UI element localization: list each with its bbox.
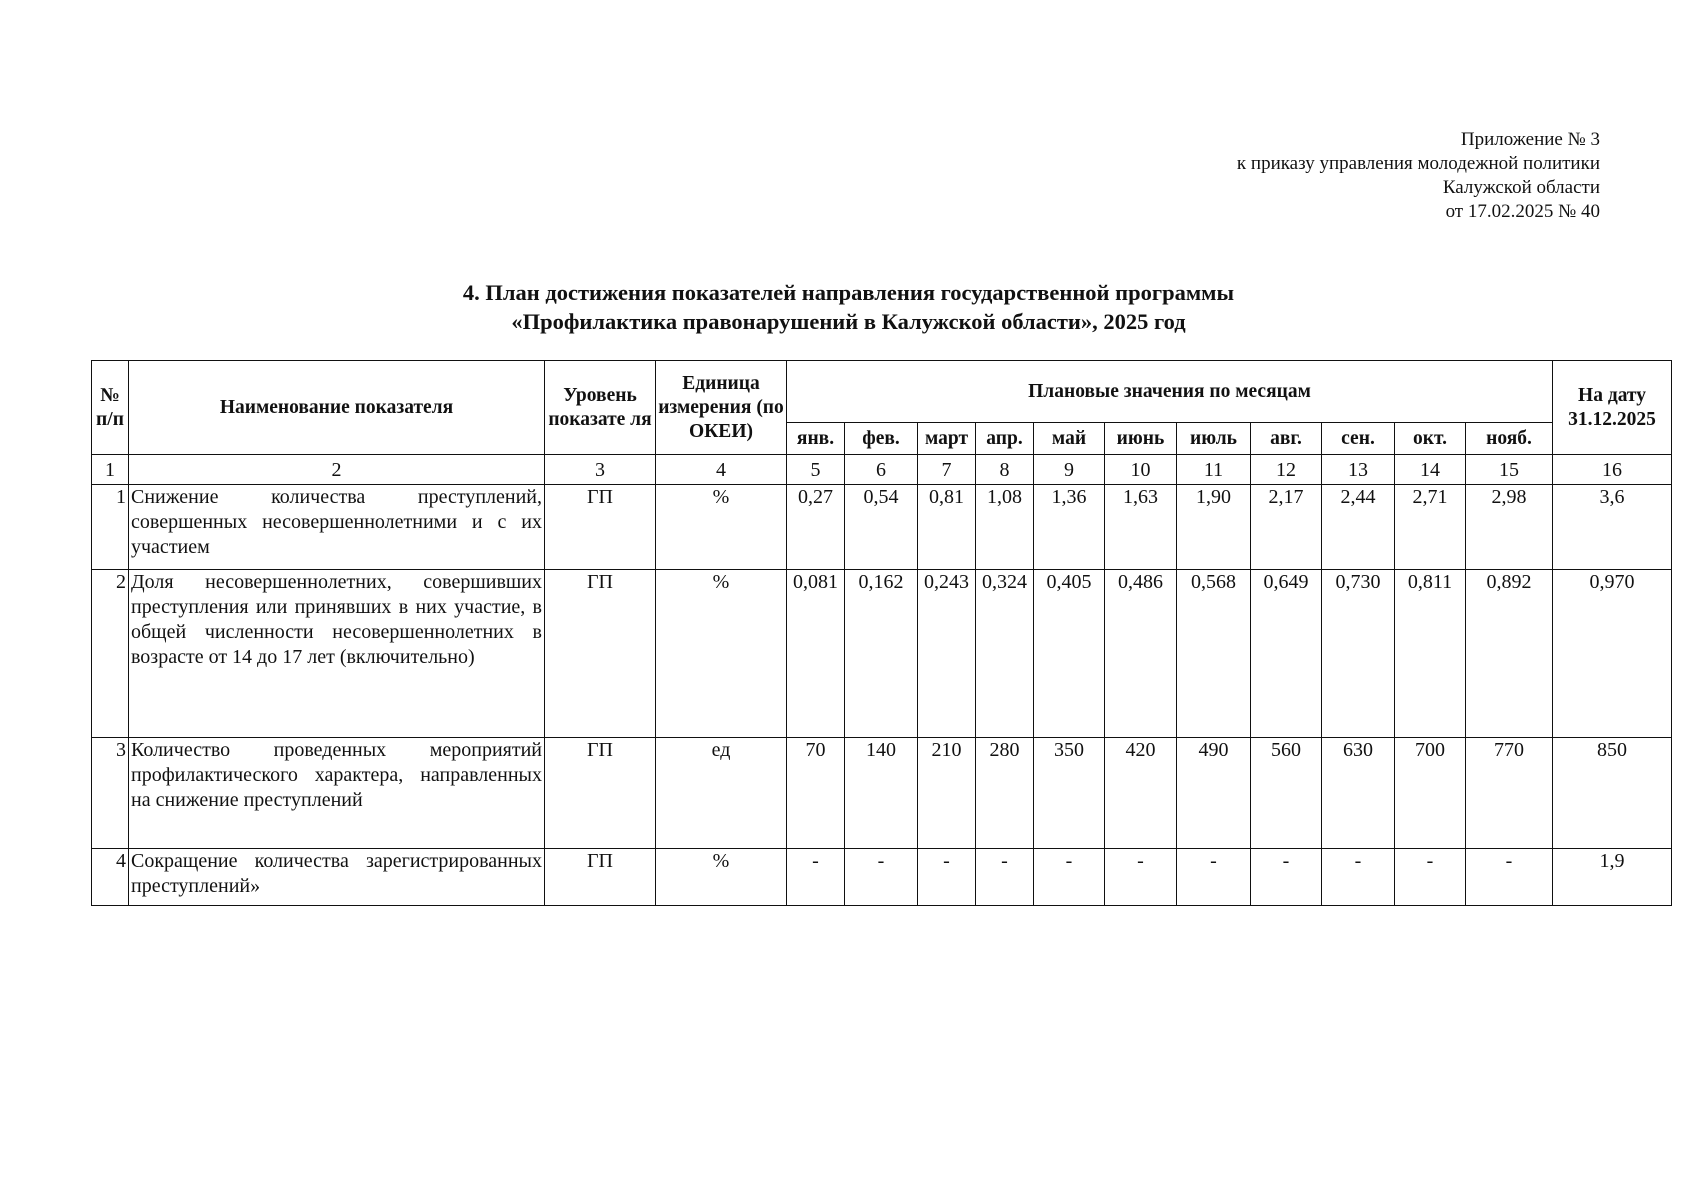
month-header: окт. xyxy=(1395,423,1466,455)
month-value: 0,162 xyxy=(845,570,918,738)
month-value: 0,27 xyxy=(787,485,845,570)
month-value: 490 xyxy=(1177,738,1251,849)
column-number: 3 xyxy=(545,455,656,485)
month-value: - xyxy=(1322,849,1395,906)
column-number: 1 xyxy=(92,455,129,485)
table-row xyxy=(92,849,1672,906)
indicator-name: Сокращение количества зарегистрированных преступлений» xyxy=(129,849,545,906)
table-row xyxy=(92,570,1672,738)
column-number: 8 xyxy=(976,455,1034,485)
header-name: Наименование показателя xyxy=(129,361,545,455)
month-header: янв. xyxy=(787,423,845,455)
column-number: 10 xyxy=(1105,455,1177,485)
indicator-plan-table xyxy=(91,360,1672,906)
row-num: 4 xyxy=(92,849,129,906)
month-value: 0,81 xyxy=(918,485,976,570)
month-value: 1,36 xyxy=(1034,485,1105,570)
document-title xyxy=(0,278,1697,336)
month-header: нояб. xyxy=(1466,423,1553,455)
month-value: 0,568 xyxy=(1177,570,1251,738)
month-value: 2,17 xyxy=(1251,485,1322,570)
appendix-line: Калужской области xyxy=(1442,177,1600,198)
month-value: 420 xyxy=(1105,738,1177,849)
month-value: 0,486 xyxy=(1105,570,1177,738)
month-value: 2,44 xyxy=(1322,485,1395,570)
month-value: - xyxy=(1034,849,1105,906)
month-value: 140 xyxy=(845,738,918,849)
column-number: 15 xyxy=(1466,455,1553,485)
month-value: - xyxy=(1105,849,1177,906)
month-header: авг. xyxy=(1251,423,1322,455)
month-value: 700 xyxy=(1395,738,1466,849)
month-value: 0,081 xyxy=(787,570,845,738)
column-number: 16 xyxy=(1553,455,1672,485)
month-value: 0,649 xyxy=(1251,570,1322,738)
header-unit: Единица измерения (по ОКЕИ) xyxy=(656,361,787,455)
month-value: 0,405 xyxy=(1034,570,1105,738)
indicator-name: Доля несовершеннолетних, совершивших преступления или принявших в них участие, в общей численности несовершеннолетних в возрасте от 14 до 17 лет (включительно) xyxy=(129,570,545,738)
title-line: 4. План достижения показателей направления государственной программы xyxy=(462,280,1235,305)
row-num: 3 xyxy=(92,738,129,849)
month-value: 0,324 xyxy=(976,570,1034,738)
month-value: - xyxy=(787,849,845,906)
indicator-name: Снижение количества преступлений, совершенных несовершеннолетними и с их участием xyxy=(129,485,545,570)
month-header: фев. xyxy=(845,423,918,455)
table-row xyxy=(92,485,1672,570)
header-plan: Плановые значения по месяцам xyxy=(787,361,1553,423)
indicator-unit: % xyxy=(656,570,787,738)
column-number: 5 xyxy=(787,455,845,485)
month-value: - xyxy=(1177,849,1251,906)
title-line: «Профилактика правонарушений в Калужской области», 2025 год xyxy=(511,309,1186,334)
final-value: 0,970 xyxy=(1553,570,1672,738)
indicator-unit: % xyxy=(656,485,787,570)
column-number: 2 xyxy=(129,455,545,485)
column-number: 14 xyxy=(1395,455,1466,485)
final-value: 850 xyxy=(1553,738,1672,849)
month-header: май xyxy=(1034,423,1105,455)
appendix-line: к приказу управления молодежной политики xyxy=(1236,153,1600,174)
appendix-header xyxy=(1237,128,1600,224)
header-final: На дату 31.12.2025 xyxy=(1553,361,1672,455)
indicator-unit: ед xyxy=(656,738,787,849)
month-value: - xyxy=(1395,849,1466,906)
month-value: 2,71 xyxy=(1395,485,1466,570)
month-header: сен. xyxy=(1322,423,1395,455)
column-number: 6 xyxy=(845,455,918,485)
month-value: 0,811 xyxy=(1395,570,1466,738)
indicator-level: ГП xyxy=(545,849,656,906)
month-value: 0,892 xyxy=(1466,570,1553,738)
month-value: - xyxy=(845,849,918,906)
header-level: Уровень показате ля xyxy=(545,361,656,455)
month-value: - xyxy=(976,849,1034,906)
month-value: 1,90 xyxy=(1177,485,1251,570)
month-header: июнь xyxy=(1105,423,1177,455)
row-num: 1 xyxy=(92,485,129,570)
final-value: 3,6 xyxy=(1553,485,1672,570)
month-header: апр. xyxy=(976,423,1034,455)
final-value: 1,9 xyxy=(1553,849,1672,906)
indicator-level: ГП xyxy=(545,485,656,570)
month-value: - xyxy=(1251,849,1322,906)
month-value: 0,54 xyxy=(845,485,918,570)
appendix-line: Приложение № 3 xyxy=(1460,129,1600,150)
column-number: 12 xyxy=(1251,455,1322,485)
column-number: 4 xyxy=(656,455,787,485)
month-value: 770 xyxy=(1466,738,1553,849)
table-row xyxy=(92,738,1672,849)
month-value: 70 xyxy=(787,738,845,849)
month-value: 0,243 xyxy=(918,570,976,738)
month-value: 560 xyxy=(1251,738,1322,849)
month-header: июль xyxy=(1177,423,1251,455)
month-value: 1,08 xyxy=(976,485,1034,570)
indicator-level: ГП xyxy=(545,570,656,738)
month-value: 210 xyxy=(918,738,976,849)
month-value: 2,98 xyxy=(1466,485,1553,570)
header-num: № п/п xyxy=(92,361,129,455)
month-value: 350 xyxy=(1034,738,1105,849)
month-value: - xyxy=(1466,849,1553,906)
appendix-line: от 17.02.2025 № 40 xyxy=(1445,201,1600,222)
month-header: март xyxy=(918,423,976,455)
month-value: 280 xyxy=(976,738,1034,849)
indicator-level: ГП xyxy=(545,738,656,849)
month-value: 630 xyxy=(1322,738,1395,849)
column-number: 7 xyxy=(918,455,976,485)
month-value: - xyxy=(918,849,976,906)
row-num: 2 xyxy=(92,570,129,738)
month-value: 0,730 xyxy=(1322,570,1395,738)
column-number: 11 xyxy=(1177,455,1251,485)
column-number: 9 xyxy=(1034,455,1105,485)
column-number: 13 xyxy=(1322,455,1395,485)
column-number-row xyxy=(92,455,1672,485)
indicator-unit: % xyxy=(656,849,787,906)
month-value: 1,63 xyxy=(1105,485,1177,570)
indicator-name: Количество проведенных мероприятий профилактического характера, направленных на снижение преступлений xyxy=(129,738,545,849)
